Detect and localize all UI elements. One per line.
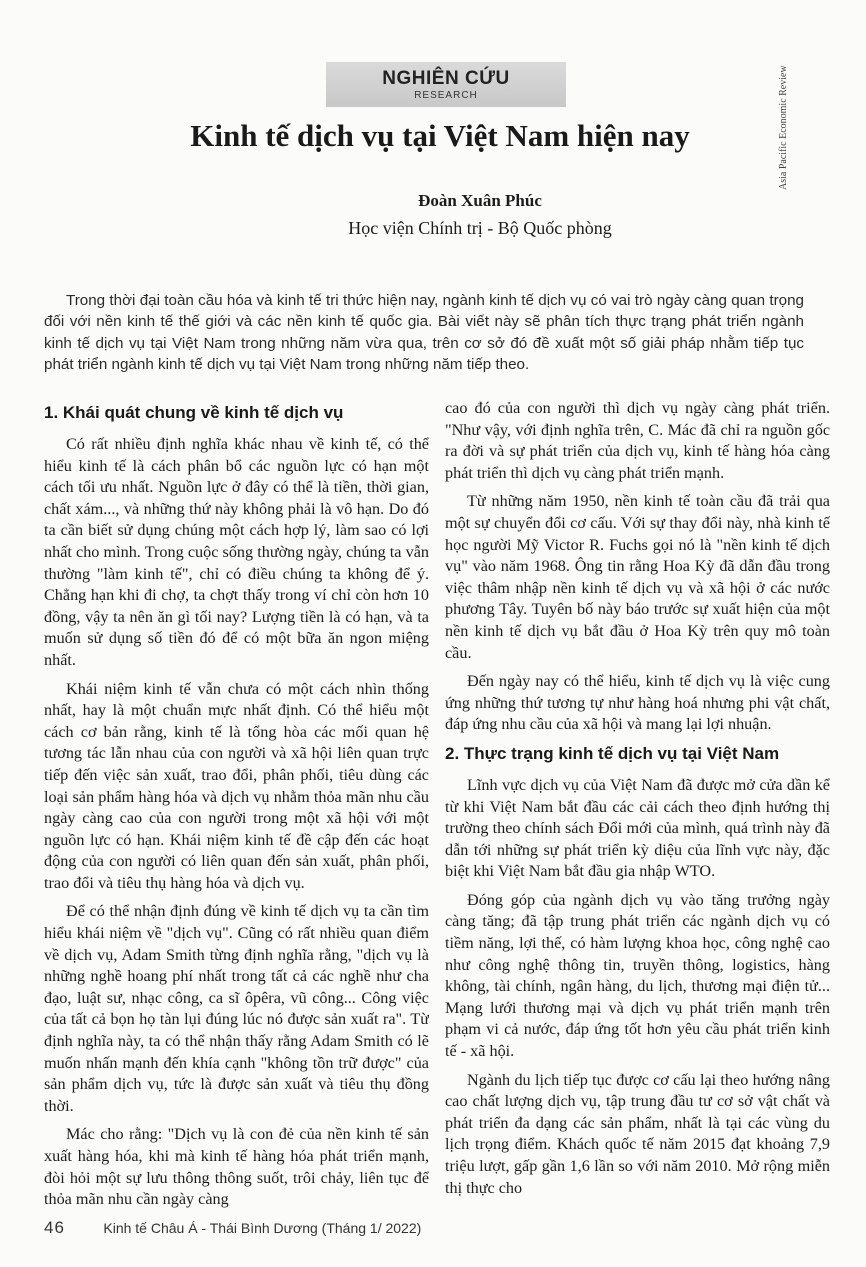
paragraph-continuation: cao đó của con người thì dịch vụ ngày càng phát triển. "Như vậy, với định nghĩa trên, C. Mác đã chỉ ra nguồn gốc ra đời và sự phát triển của dịch vụ, kinh tế hàng hóa càng phát triển thì dịch vụ càng phát triển mạnh.	[445, 399, 830, 482]
author-name: Đoàn Xuân Phúc	[418, 191, 542, 210]
paragraph: Mác cho rằng: "Dịch vụ là con đẻ của nền kinh tế sản xuất hàng hóa, khi mà kinh tế hàng hóa phát triển mạnh, đòi hỏi một sự lưu thông thông suốt, trôi chảy, liên tục để thỏa mãn nhu cần ngày càng	[44, 1125, 429, 1208]
paragraph: Đóng góp của ngành dịch vụ vào tăng trưởng ngày càng tăng; đã tập trung phát triển các ngành dịch vụ có tiềm năng, lợi thế, có hàm lượng khoa học, công nghệ cao như công nghệ thông tin, truyền thông, logistics, hàng không, tài chính, ngân hàng, du lịch, thương mại điện tử... Mạng lưới thương mại và dịch vụ phát triển mạnh trên phạm vi cả nước, đáp ứng tốt hơn yêu cầu phát triển kinh tế - xã hội.	[445, 890, 830, 1061]
section-subtitle: RESEARCH	[414, 90, 478, 101]
author-affiliation: Học viện Chính trị - Bộ Quốc phòng	[348, 218, 612, 238]
page-number: 46	[44, 1218, 65, 1237]
journal-side-label: Asia Pacific Economic Review	[778, 65, 789, 190]
page-footer	[44, 1218, 824, 1238]
article-title: Kinh tế dịch vụ tại Việt Nam hiện nay	[190, 118, 690, 153]
paragraph: Để có thể nhận định đúng về kinh tế dịch vụ ta cần tìm hiểu khái niệm về "dịch vụ". Cũng có rất nhiều quan điểm về dịch vụ, Adam Smith từng định nghĩa rằng, "dịch vụ là những nghề hoang phí nhất trong tất cả các nghề như cha đạo, luật sư, nhạc công, ca sĩ ôpêra, vũ công... Công việc của tất cả bọn họ tàn lụi đúng lúc nó được sản xuất ra". Từ định nghĩa này, ta có thể nhận thấy rằng Adam Smith có lẽ muốn nhấn mạnh đến khía cạnh "không tồn trữ được" của sản phẩm dịch vụ, tức là được sản xuất và tiêu thụ đồng thời.	[44, 902, 429, 1115]
right-column	[445, 398, 830, 1208]
paragraph: Có rất nhiều định nghĩa khác nhau về kinh tế, có thể hiểu kinh tế là cách phân bổ các nguồn lực có hạn một cách tối ưu nhất. Nguồn lực ở đây có thể là tiền, thời gian, chất xám..., và những thứ này không phải là vô hạn. Do đó ta cần biết sử dụng chúng một cách hợp lý, làm sao có lợi nhất cho mình. Trong cuộc sống thường ngày, chúng ta vẫn thường "làm kinh tế", chỉ có điều chúng ta không để ý. Chẳng hạn khi đi chợ, ta chợt thấy trong ví chỉ còn hơn 10 đồng, vậy ta nên ăn gì tối nay? Lượng tiền là có hạn, và ta muốn sử dụng số tiền đó để có một bữa ăn ngon miệng nhất.	[44, 435, 429, 669]
left-column	[44, 398, 429, 1208]
section-heading-2: 2. Thực trạng kinh tế dịch vụ tại Việt Nam	[445, 743, 780, 763]
paragraph: Ngành du lịch tiếp tục được cơ cấu lại theo hướng nâng cao chất lượng dịch vụ, tập trung đầu tư cơ sở vật chất và phát triển đa dạng các sản phẩm, nhất là tại các vùng du lịch trọng điểm. Khách quốc tế năm 2015 đạt khoảng 7,9 triệu lượt, gấp gần 1,6 lần so với năm 2010. Mở rộng miễn thị thực cho	[445, 1070, 830, 1197]
paragraph: Từ những năm 1950, nền kinh tế toàn cầu đã trải qua một sự chuyển đổi cơ cấu. Với sự thay đổi này, nhà kinh tế học người Mỹ Victor R. Fuchs gọi nó là "nền kinh tế dịch vụ" vào năm 1968. Ông tin rằng Hoa Kỳ đã dẫn đầu trong việc thâm nhập nền kinh tế dịch vụ và xã hội ở các nước phương Tây. Tuyên bố này báo trước sự xuất hiện của một nền kinh tế dịch vụ bắt đầu ở Hoa Kỳ trên quy mô toàn cầu.	[445, 492, 830, 662]
abstract: Trong thời đại toàn cầu hóa và kinh tế tri thức hiện nay, ngành kinh tế dịch vụ có vai trò ngày càng quan trọng đối với nền kinh tế thế giới và các nền kinh tế quốc gia. Bài viết này sẽ phân tích thực trạng phát triển ngành kinh tế dịch vụ tại Việt Nam trong những năm vừa qua, trên cơ sở đó đề xuất một số giải pháp nhằm tiếp tục phát triển ngành kinh tế dịch vụ tại Việt Nam trong những năm tiếp theo.	[44, 292, 804, 374]
section-title: NGHIÊN CỨU	[382, 68, 510, 89]
section-heading-1: 1. Khái quát chung về kinh tế dịch vụ	[44, 403, 344, 422]
paragraph: Lĩnh vực dịch vụ của Việt Nam đã được mở cửa dần kể từ khi Việt Nam bắt đầu các cải cách theo định hướng thị trường theo chính sách Đổi mới của mình, quá trình này đã dẫn tới những sự phát triển kỳ diệu của lĩnh vực này, đặc biệt khi Việt Nam bắt đầu gia nhập WTO.	[445, 775, 830, 881]
journal-name: Kinh tế Châu Á - Thái Bình Dương (Tháng 1/ 2022)	[103, 1220, 422, 1236]
paragraph: Đến ngày nay có thể hiểu, kinh tế dịch vụ là việc cung ứng những thứ tương tự như hàng hoá nhưng phi vật chất, đáp ứng nhu cầu của xã hội và mang lại lợi nhuận.	[445, 672, 830, 734]
section-banner	[326, 62, 566, 107]
paragraph: Khái niệm kinh tế vẫn chưa có một cách nhìn thống nhất, hay là một chuẩn mực nhất định. Có thể hiểu một cách cơ bản rằng, kinh tế là tổng hòa các mối quan hệ tương tác lẫn nhau của con người và xã hội liên quan trực tiếp đến việc sản xuất, trao đổi, phân phối, tiêu dùng các loại sản phẩm hàng hóa và dịch vụ nhằm thỏa mãn nhu cầu ngày càng cao của con người trong một xã hội với một nguồn lực có hạn. Khái niệm kinh tế đề cập đến các hoạt động của con người có liên quan đến sản xuất, phân phối, trao đổi và tiêu thụ hàng hóa và dịch vụ.	[44, 679, 429, 892]
